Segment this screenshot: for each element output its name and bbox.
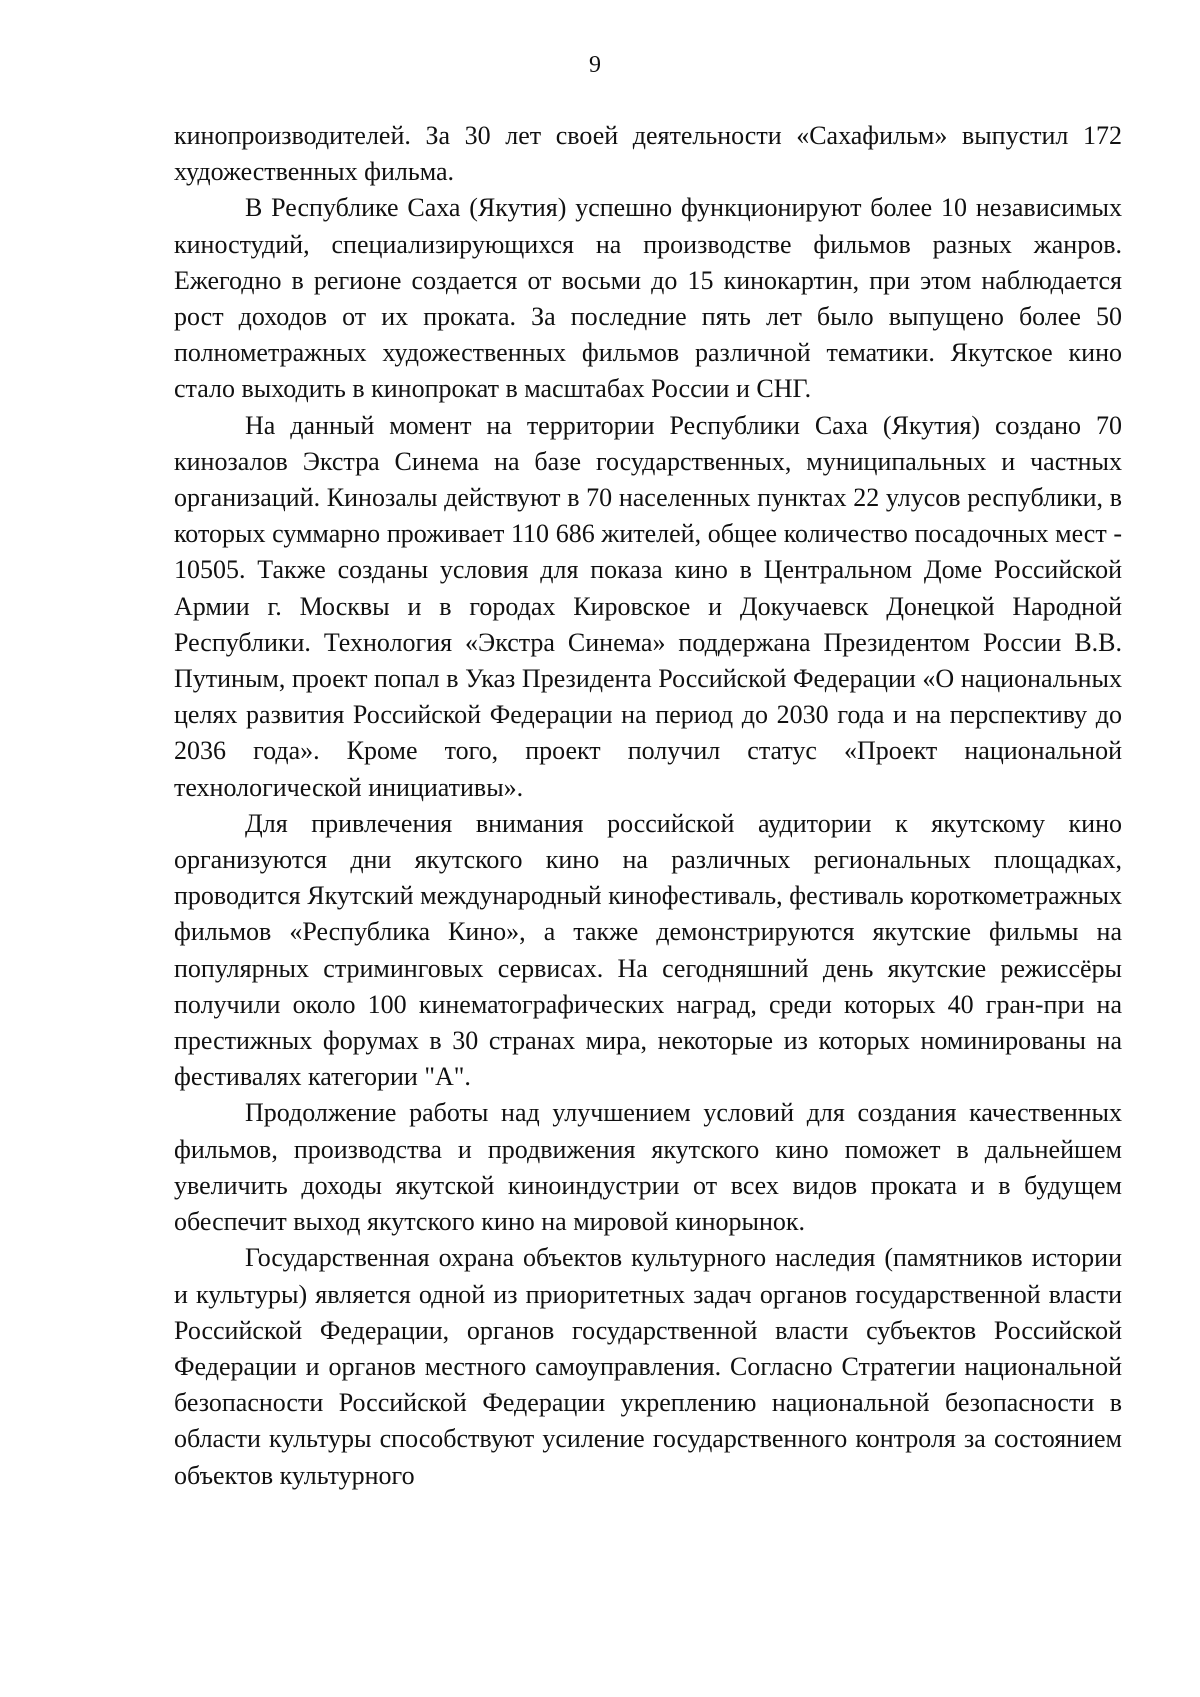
page-number: 9 (589, 52, 601, 78)
paragraph-continued-work: Продолжение работы над улучшением условий для создания качественных фильмов, производства и продвижения якутского кино поможет в дальнейшем увеличить доходы якутской киноиндустрии от всех видов проката и в будущем обеспечит выход якутского кино на мировой кинорынок. (174, 1098, 1122, 1237)
paragraph-cultural-heritage: Государственная охрана объектов культурного наследия (памятников истории и культуры) является одной из приоритетных задач органов государственной власти Российской Федерации, органов государственной власти субъектов Российской Федерации и органов местного самоуправления. Согласно Стратегии национальной безопасности Российской Федерации укреплению национальной безопасности в области культуры способствуют усиление государственного контроля за состоянием объектов культурного (174, 1243, 1122, 1490)
paragraph-audience-attraction: Для привлечения внимания российской аудитории к якутскому кино организуются дни якутского кино на различных региональных площадках, проводится Якутский международный кинофестиваль, фестиваль короткометражных фильмов «Республика Кино», а также демонстрируются якутские фильмы на популярных стриминговых сервисах. На сегодняшний день якутские режиссёры получили около 100 кинематографических наград, среди которых 40 гран-при на престижных форумах в 30 странах мира, некоторые из которых номинированы на фестивалях категории "А". (174, 808, 1122, 1092)
paragraph-independent-studios: В Республике Саха (Якутия) успешно функционируют более 10 независимых киностудий, специализирующихся на производстве фильмов разных жанров. Ежегодно в регионе создается от восьми до 15 кинокартин, при этом наблюдается рост доходов от их проката. За последние пять лет было выпущено более 50 полнометражных художественных фильмов различной тематики. Якутское кино стало выходить в кинопрокат в масштабах России и СНГ. (174, 193, 1122, 404)
paragraph-continuation: кинопроизводителей. За 30 лет своей деятельности «Сахафильм» выпустил 172 художественных фильма. (174, 121, 1122, 187)
document-body (174, 118, 1122, 1494)
paragraph-extra-cinema: На данный момент на территории Республики Саха (Якутия) создано 70 кинозалов Экстра Синема на базе государственных, муниципальных и частных организаций. Кинозалы действуют в 70 населенных пунктах 22 улусов республики, в которых суммарно проживает 110 686 жителей, общее количество посадочных мест - 10505. Также созданы условия для показа кино в Центральном Доме Российской Армии г. Москвы и в городах Кировское и Докучаевск Донецкой Народной Республики. Технология «Экстра Синема» поддержана Президентом России В.В. Путиным, проект попал в Указ Президента Российской Федерации «О национальных целях развития Российской Федерации на период до 2030 года и на перспективу до 2036 года». Кроме того, проект получил статус «Проект национальной технологической инициативы». (174, 410, 1122, 802)
